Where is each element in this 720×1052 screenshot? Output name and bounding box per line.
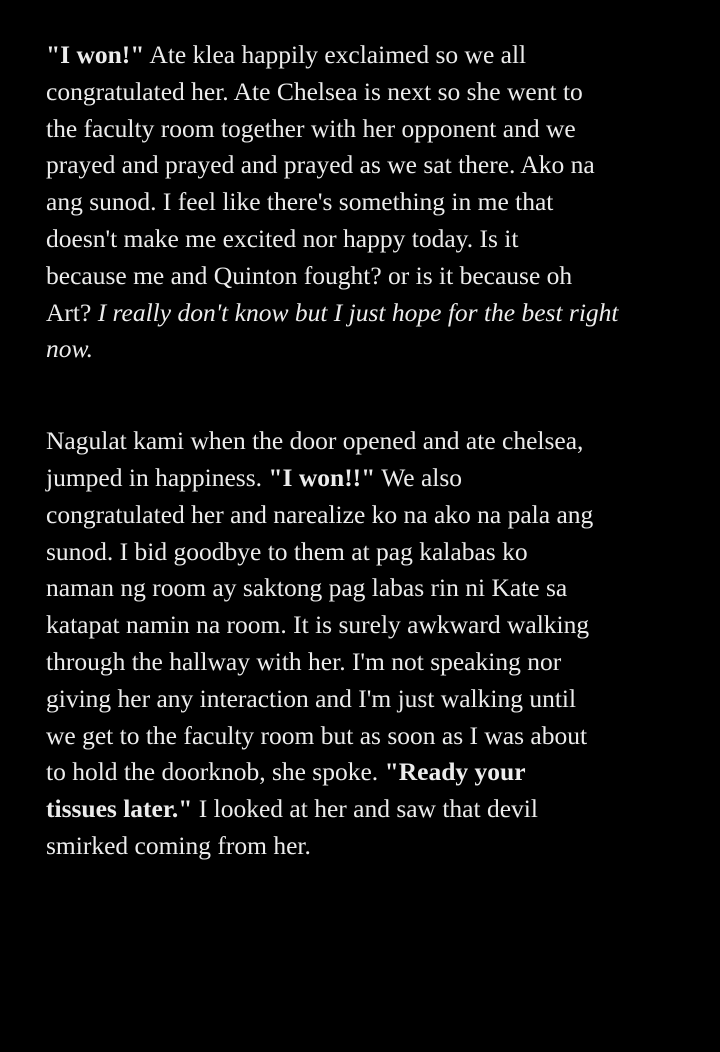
paragraph-spacer bbox=[46, 368, 696, 423]
text-line: katapat namin na room. It is surely awkward walking bbox=[46, 610, 590, 640]
text-line: ang sunod. I feel like there's something in me that bbox=[46, 187, 554, 217]
text-line: we get to the faculty room but as soon as I was about bbox=[46, 720, 588, 750]
paragraph-1 bbox=[46, 37, 696, 368]
text-line: because me and Quinton fought? or is it because oh bbox=[46, 260, 573, 290]
text-line: tissues later." I looked at her and saw that devil bbox=[46, 794, 538, 824]
text-line: congratulated her. Ate Chelsea is next so she went to bbox=[46, 76, 583, 106]
inner-thought-italic: now. bbox=[46, 334, 93, 364]
text-line: congratulated her and narealize ko na ako na pala ang bbox=[46, 499, 594, 529]
dialogue-bold: "I won!!" bbox=[268, 462, 376, 492]
dialogue-bold: "Ready your bbox=[384, 757, 526, 787]
text-line: giving her any interaction and I'm just walking until bbox=[46, 683, 577, 713]
text-line: doesn't make me excited nor happy today. Is it bbox=[46, 223, 519, 253]
text-line: Art? I really don't know but I just hope for the best right bbox=[46, 297, 619, 327]
story-text bbox=[46, 37, 696, 865]
text-line: prayed and prayed and prayed as we sat there. Ako na bbox=[46, 150, 595, 180]
text-line bbox=[46, 331, 696, 368]
text-line: sunod. I bid goodbye to them at pag kalabas ko bbox=[46, 536, 528, 566]
text-line: naman ng room ay saktong pag labas rin ni Kate sa bbox=[46, 573, 568, 603]
text-line: the faculty room together with her opponent and we bbox=[46, 113, 576, 143]
inner-thought-italic: I really don't know but I just hope for the best right bbox=[97, 297, 619, 327]
paragraph-2 bbox=[46, 423, 696, 865]
text-line: to hold the doorknob, she spoke. "Ready your bbox=[46, 757, 526, 787]
text-line: through the hallway with her. I'm not speaking nor bbox=[46, 646, 562, 676]
text-line: jumped in happiness. "I won!!" We also bbox=[46, 462, 463, 492]
dialogue-bold: "I won!" bbox=[46, 40, 145, 69]
text-line: "I won!" Ate klea happily exclaimed so we all bbox=[46, 40, 527, 69]
dialogue-bold: tissues later." bbox=[46, 794, 193, 824]
text-line: Nagulat kami when the door opened and ate chelsea, bbox=[46, 426, 584, 456]
text-line: smirked coming from her. bbox=[46, 830, 311, 860]
